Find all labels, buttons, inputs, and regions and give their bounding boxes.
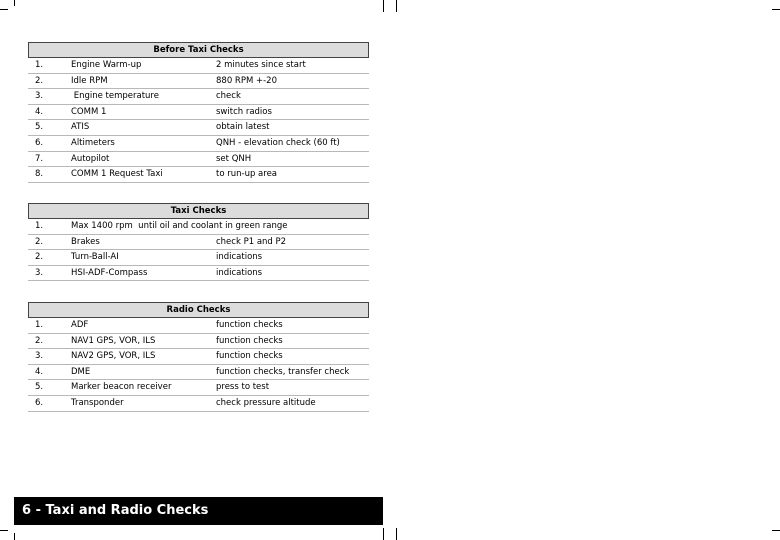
row-action: check <box>216 91 241 102</box>
table-row <box>28 58 369 74</box>
row-number: 1. <box>35 320 44 330</box>
row-number: 3. <box>35 267 44 278</box>
row-action: 880 RPM +-20 <box>216 75 277 86</box>
table-row <box>28 235 369 251</box>
table-row <box>28 167 369 183</box>
table-row <box>28 136 369 152</box>
row-item: COMM 1 <box>71 106 107 117</box>
row-action: function checks <box>216 335 283 346</box>
row-number: 6. <box>35 397 44 408</box>
crop-mark <box>0 530 8 531</box>
table-row <box>28 365 369 381</box>
row-item: COMM 1 Request Taxi <box>71 169 163 180</box>
page-footer-title: 6 - Taxi and Radio Checks <box>22 503 209 518</box>
table-row <box>28 250 369 266</box>
row-number: 2. <box>35 75 44 86</box>
row-number: 2. <box>35 252 44 263</box>
taxi-checks-table <box>28 203 369 281</box>
row-item: Autopilot <box>71 153 110 164</box>
section-header: Taxi Checks <box>28 203 369 219</box>
row-item: Altimeters <box>71 137 115 148</box>
row-action: 2 minutes since start <box>216 60 306 70</box>
table-row <box>28 396 369 412</box>
row-action: set QNH <box>216 153 252 164</box>
crop-mark <box>383 528 384 540</box>
row-action: check pressure altitude <box>216 397 316 408</box>
row-item: Transponder <box>71 397 124 408</box>
row-action: QNH - elevation check (60 ft) <box>216 137 340 148</box>
row-number: 7. <box>35 153 44 164</box>
row-action: indications <box>216 267 263 278</box>
table-row <box>28 334 369 350</box>
row-item: NAV1 GPS, VOR, ILS <box>71 335 156 346</box>
crop-mark <box>396 528 397 540</box>
table-row <box>28 380 369 396</box>
section-header: Before Taxi Checks <box>28 42 369 58</box>
row-item: Idle RPM <box>71 75 108 86</box>
row-number: 2. <box>35 335 44 346</box>
row-item: DME <box>71 366 91 377</box>
row-number: 6. <box>35 137 44 148</box>
radio-checks-table <box>28 302 369 412</box>
page-footer-bar <box>14 497 383 525</box>
table-row <box>28 266 369 282</box>
crop-mark <box>14 0 15 6</box>
row-number: 5. <box>35 382 44 393</box>
crop-mark <box>772 530 780 531</box>
row-item: Max 1400 rpm until oil and coolant in green range <box>71 221 288 231</box>
section-header: Radio Checks <box>28 302 369 318</box>
crop-mark <box>396 0 397 12</box>
row-number: 8. <box>35 169 44 180</box>
crop-mark <box>772 9 780 10</box>
row-item: NAV2 GPS, VOR, ILS <box>71 351 156 362</box>
row-action: to run-up area <box>216 169 278 180</box>
row-item: Engine Warm-up <box>71 60 142 70</box>
row-number: 4. <box>35 366 44 377</box>
row-action: function checks, transfer check <box>216 366 350 377</box>
crop-mark <box>0 9 8 10</box>
row-number: 1. <box>35 221 44 231</box>
table-row <box>28 120 369 136</box>
row-item: Turn-Ball-AI <box>71 252 119 263</box>
row-item: ATIS <box>71 122 90 133</box>
row-action: indications <box>216 252 263 263</box>
row-action: press to test <box>216 382 270 393</box>
row-action: switch radios <box>216 106 272 117</box>
table-row <box>28 74 369 90</box>
row-number: 4. <box>35 106 44 117</box>
row-action: obtain latest <box>216 122 270 133</box>
row-item: Engine temperature <box>71 91 159 102</box>
row-number: 1. <box>35 60 44 70</box>
row-number: 3. <box>35 351 44 362</box>
row-item: Brakes <box>71 236 100 247</box>
row-number: 5. <box>35 122 44 133</box>
row-action: function checks <box>216 320 283 330</box>
crop-mark <box>383 0 384 12</box>
row-item: Marker beacon receiver <box>71 382 172 393</box>
row-action: check P1 and P2 <box>216 236 287 247</box>
table-row <box>28 219 369 235</box>
row-item: HSI-ADF-Compass <box>71 267 148 278</box>
before-taxi-checks-table <box>28 42 369 183</box>
table-row <box>28 349 369 365</box>
row-action: function checks <box>216 351 283 362</box>
table-row <box>28 89 369 105</box>
row-number: 2. <box>35 236 44 247</box>
table-row <box>28 105 369 121</box>
row-item: ADF <box>71 320 89 330</box>
table-row <box>28 318 369 334</box>
row-number: 3. <box>35 91 44 102</box>
crop-mark <box>14 533 15 540</box>
table-row <box>28 152 369 168</box>
